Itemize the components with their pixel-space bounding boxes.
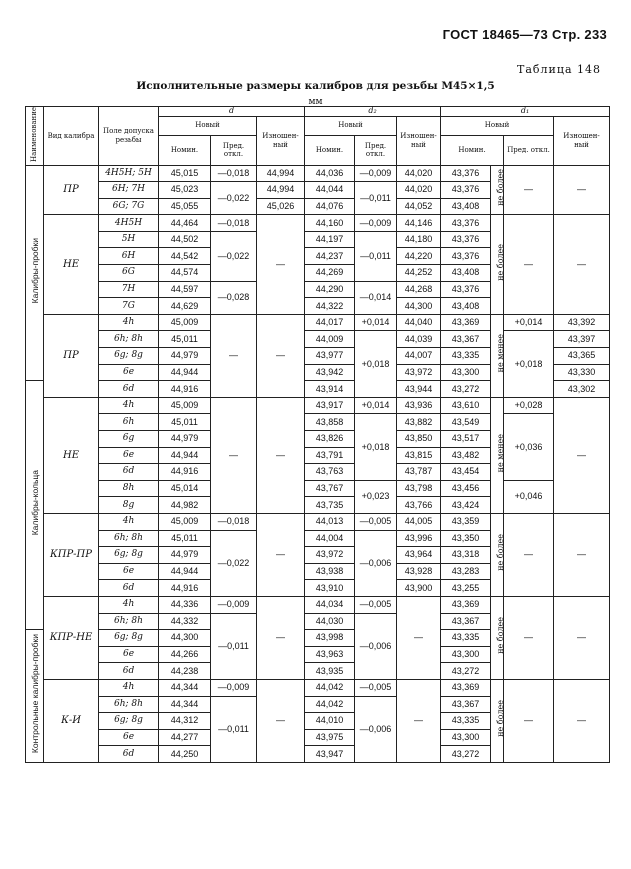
d1-nominal: 43,300 [441,646,491,663]
d-worn-header: Изношен-ный [257,116,305,165]
d1-nominal: 43,376 [441,248,491,265]
d1-nominal: 43,318 [441,547,491,564]
d1-nominal: 43,454 [441,464,491,481]
tolerance-field: 6d [99,381,159,398]
tolerance-field: 6e [99,447,159,464]
col-d2-header: d₂ [305,107,441,117]
d2-worn: 43,815 [397,447,441,464]
d-nominal: 44,916 [159,464,211,481]
d-nominal: 44,629 [159,298,211,315]
d-nominal: 45,015 [159,165,211,182]
d1-nom-header: Номин. [441,135,504,165]
d-nominal: 44,332 [159,613,211,630]
d1-deviation: +0,028 [504,397,554,414]
d-deviation: — [211,397,257,513]
d2-worn: 44,040 [397,314,441,331]
d2-worn: 43,996 [397,530,441,547]
d1-nominal: 43,369 [441,596,491,613]
tolerance-field: 6d [99,580,159,597]
d2-deviation: —0,006 [355,530,397,596]
d2-worn: — [397,596,441,679]
d1-nominal: 43,335 [441,348,491,365]
d2-worn: 44,005 [397,513,441,530]
d2-worn: — [397,679,441,762]
d2-nominal: 43,826 [305,431,355,448]
d1-deviation: — [504,596,554,679]
d-nominal: 44,944 [159,563,211,580]
d1-deviation: — [504,679,554,762]
d1-nominal: 43,408 [441,265,491,282]
d2-worn: 44,146 [397,215,441,232]
d-deviation: —0,011 [211,696,257,762]
d1-nominal: 43,517 [441,431,491,448]
d2-nominal: 43,917 [305,397,355,414]
table-row [26,314,610,331]
d-new-header: Новый [159,116,257,135]
d2-nominal: 44,044 [305,182,355,199]
table-units: мм [308,97,323,107]
tolerance-field: 6H [99,248,159,265]
col-d-header: d [159,107,305,117]
d-nominal: 45,009 [159,397,211,414]
d-deviation: —0,022 [211,182,257,215]
tolerance-field: 8h [99,480,159,497]
d1-nominal: 43,408 [441,298,491,315]
d-nominal: 45,011 [159,331,211,348]
d2-nominal: 44,013 [305,513,355,530]
col-d1-header: d₁ [441,107,610,117]
d1-worn-header: Изношен-ный [554,116,610,165]
group-label: Калибры-пробки [30,237,40,304]
d2-worn: 44,039 [397,331,441,348]
limit-note-cell [491,513,504,596]
d2-nominal: 44,290 [305,281,355,298]
d1-nominal: 43,350 [441,530,491,547]
col-field-header: Поле допуска резьбы [99,107,159,166]
d1-nominal: 43,482 [441,447,491,464]
d1-worn: 43,365 [554,348,610,365]
d-nominal: 45,055 [159,198,211,215]
d1-nominal: 43,300 [441,729,491,746]
d2-nominal: 43,763 [305,464,355,481]
d2-deviation: +0,014 [355,397,397,414]
tolerance-field: 6d [99,746,159,763]
tolerance-field: 6g; 8g [99,630,159,647]
d2-nominal: 43,910 [305,580,355,597]
d2-worn: 44,020 [397,182,441,199]
table-row [26,414,610,431]
d-deviation: —0,009 [211,679,257,696]
d1-nominal: 43,335 [441,630,491,647]
d1-nominal: 43,376 [441,215,491,232]
d2-deviation: —0,006 [355,696,397,762]
limit-note: не более [496,534,506,571]
d1-nominal: 43,408 [441,198,491,215]
d1-worn: — [554,596,610,679]
d1-nominal: 43,367 [441,331,491,348]
d2-nominal: 44,010 [305,713,355,730]
d1-nominal: 43,376 [441,182,491,199]
d-nominal: 44,344 [159,679,211,696]
d2-deviation: +0,014 [355,314,397,331]
tolerance-field: 7G [99,298,159,315]
table-row [26,480,610,497]
d-nom-header: Номин. [159,135,211,165]
d2-worn: 43,900 [397,580,441,597]
d1-worn: — [554,397,610,513]
d2-worn: 44,300 [397,298,441,315]
d2-deviation: —0,005 [355,513,397,530]
limit-note-cell [491,215,504,315]
d2-worn: 44,268 [397,281,441,298]
d2-deviation: —0,011 [355,231,397,281]
d-nominal: 44,464 [159,215,211,232]
d2-worn: 44,020 [397,165,441,182]
limit-note-cell [491,596,504,679]
limit-note-cell [491,397,504,513]
page-header: ГОСТ 18465—73 Стр. 233 [442,27,607,42]
d1-deviation: — [504,215,554,315]
d1-nominal: 43,369 [441,679,491,696]
limit-note: не более [496,699,506,737]
table-row [26,165,610,182]
d2-nominal: 43,858 [305,414,355,431]
d1-nominal: 43,335 [441,713,491,730]
calibre-kind: ПР [44,314,99,397]
d1-worn: — [554,679,610,762]
d2-nom-header: Номин. [305,135,355,165]
calibre-kind: КПР-ПР [44,513,99,596]
d-nominal: 44,300 [159,630,211,647]
d2-worn: 43,850 [397,431,441,448]
d-deviation: —0,018 [211,513,257,530]
d2-nominal: 43,938 [305,563,355,580]
d1-nominal: 43,367 [441,696,491,713]
d1-nominal: 43,549 [441,414,491,431]
group-label: Калибры-кольца [30,470,40,536]
d-nominal: 44,238 [159,663,211,680]
d1-worn: 43,302 [554,381,610,398]
d2-worn: 43,972 [397,364,441,381]
tolerance-field: 6H; 7H [99,182,159,199]
d2-nominal: 44,269 [305,265,355,282]
d2-worn: 43,766 [397,497,441,514]
d2-new-header: Новый [305,116,397,135]
tolerance-field: 6e [99,646,159,663]
d2-worn: 44,252 [397,265,441,282]
d1-nominal: 43,283 [441,563,491,580]
table-row [26,331,610,348]
calibre-kind: НЕ [44,215,99,315]
d1-nominal: 43,272 [441,381,491,398]
col-kind-header: Вид калибра [44,107,99,166]
d1-pred-header: Пред. откл. [504,135,554,165]
d2-nominal: 44,322 [305,298,355,315]
d1-worn: — [554,513,610,596]
tolerance-field: 6h; 8h [99,613,159,630]
d1-new-header: Новый [441,116,554,135]
d2-nominal: 43,947 [305,746,355,763]
d2-deviation: —0,009 [355,165,397,182]
d2-nominal: 44,034 [305,596,355,613]
d1-worn: — [554,165,610,215]
d1-worn: 43,392 [554,314,610,331]
d2-nominal: 44,009 [305,331,355,348]
group-label-cell [26,381,44,630]
d1-nominal: 43,610 [441,397,491,414]
d-nominal: 44,312 [159,713,211,730]
d1-nominal: 43,424 [441,497,491,514]
d-deviation: — [211,314,257,397]
d-nominal: 44,266 [159,646,211,663]
calibre-kind: ПР [44,165,99,215]
d-nominal: 44,916 [159,580,211,597]
d-worn: — [257,596,305,679]
d1-nominal: 43,272 [441,746,491,763]
d2-nominal: 43,791 [305,447,355,464]
d2-nominal: 44,197 [305,231,355,248]
tolerance-field: 6h; 8h [99,696,159,713]
tolerance-field: 6G [99,265,159,282]
d1-worn: 43,397 [554,331,610,348]
tolerance-field: 6h; 8h [99,331,159,348]
d1-nominal: 43,376 [441,165,491,182]
d1-nominal: 43,376 [441,281,491,298]
d-nominal: 44,597 [159,281,211,298]
d-deviation: —0,018 [211,215,257,232]
d-deviation: —0,022 [211,231,257,281]
tolerance-field: 6d [99,464,159,481]
d-worn: — [257,314,305,397]
limit-note-cell [491,165,504,215]
d2-nominal: 43,975 [305,729,355,746]
d-nominal: 45,009 [159,513,211,530]
d1-deviation: +0,014 [504,314,554,331]
limit-note: не более [496,168,506,206]
table-body [26,165,610,762]
tolerance-field: 4h [99,397,159,414]
table-caption: Исполнительные размеры калибров для резьбы М45×1,5 [136,80,495,92]
d1-nominal: 43,300 [441,364,491,381]
tolerance-field: 6h; 8h [99,530,159,547]
d-nominal: 44,574 [159,265,211,282]
d1-worn: — [554,215,610,315]
d2-worn: 44,052 [397,198,441,215]
d1-nominal: 43,359 [441,513,491,530]
d2-worn: 44,220 [397,248,441,265]
d2-deviation: +0,023 [355,480,397,513]
d1-deviation: +0,046 [504,480,554,513]
d1-nominal: 43,367 [441,613,491,630]
d1-deviation: — [504,513,554,596]
d-nominal: 44,336 [159,596,211,613]
d2-nominal: 43,942 [305,364,355,381]
tolerance-field: 6g; 8g [99,348,159,365]
d1-nominal: 43,272 [441,663,491,680]
d2-nominal: 44,076 [305,198,355,215]
tolerance-field: 6G; 7G [99,198,159,215]
col-name-header: Наименование [26,107,44,166]
table-row [26,596,610,613]
tolerance-field: 4h [99,513,159,530]
limit-note-cell [491,314,504,397]
d-worn: — [257,513,305,596]
d2-deviation: —0,011 [355,182,397,215]
d-worn: — [257,397,305,513]
d1-nominal: 43,369 [441,314,491,331]
limit-note: не менее [496,433,506,473]
d1-nominal: 43,376 [441,231,491,248]
d2-deviation: +0,018 [355,331,397,397]
d2-nominal: 44,004 [305,530,355,547]
d2-worn: 43,936 [397,397,441,414]
d2-nominal: 43,914 [305,381,355,398]
d2-deviation: —0,005 [355,679,397,696]
d2-nominal: 43,767 [305,480,355,497]
d1-nominal: 43,255 [441,580,491,597]
tolerance-field: 5H [99,231,159,248]
d2-worn: 44,180 [397,231,441,248]
tolerance-field: 4h [99,314,159,331]
tolerance-field: 6d [99,663,159,680]
d2-worn: 43,928 [397,563,441,580]
d-nominal: 44,944 [159,364,211,381]
d2-deviation: +0,018 [355,414,397,480]
table-row [26,397,610,414]
d2-deviation: —0,014 [355,281,397,314]
d2-nominal: 44,237 [305,248,355,265]
tolerance-field: 4h [99,679,159,696]
tolerance-field: 6g; 8g [99,547,159,564]
d-deviation: —0,011 [211,613,257,679]
d1-worn: 43,330 [554,364,610,381]
d-nominal: 44,250 [159,746,211,763]
d2-deviation: —0,005 [355,596,397,613]
d-nominal: 44,277 [159,729,211,746]
d2-worn-header: Изношен-ный [397,116,441,165]
d2-nominal: 43,935 [305,663,355,680]
tolerance-field: 4H5H; 5H [99,165,159,182]
table-row [26,679,610,696]
d2-nominal: 43,977 [305,348,355,365]
calibre-kind: К-И [44,679,99,762]
calibre-kind: КПР-НЕ [44,596,99,679]
table-row [26,513,610,530]
d-nominal: 44,344 [159,696,211,713]
d2-pred-header: Пред. откл. [355,135,397,165]
d2-nominal: 44,042 [305,679,355,696]
d-nominal: 45,011 [159,530,211,547]
limit-note: не более [496,243,506,281]
tolerance-field: 6e [99,364,159,381]
d-nominal: 44,979 [159,431,211,448]
d-worn: 44,994 [257,165,305,182]
dimensions-table [25,106,610,763]
d1-nominal: 43,456 [441,480,491,497]
d-nominal: 45,011 [159,414,211,431]
tolerance-field: 6e [99,729,159,746]
tolerance-field: 8g [99,497,159,514]
d-worn: — [257,215,305,315]
d2-worn: 43,787 [397,464,441,481]
d-nominal: 44,982 [159,497,211,514]
d-nominal: 44,542 [159,248,211,265]
d2-nominal: 43,998 [305,630,355,647]
d-deviation: —0,022 [211,530,257,596]
d2-deviation: —0,009 [355,215,397,232]
d1-deviation: — [504,165,554,215]
tolerance-field: 6g [99,431,159,448]
group-label: Контрольные калибры-пробки [30,633,40,754]
d-nominal: 44,979 [159,348,211,365]
tolerance-field: 7H [99,281,159,298]
d2-nominal: 44,042 [305,696,355,713]
tolerance-field: 4h [99,596,159,613]
d1-deviation: +0,036 [504,414,554,480]
table-row [26,215,610,232]
d-nominal: 44,502 [159,231,211,248]
tolerance-field: 6g; 8g [99,713,159,730]
d-deviation: —0,028 [211,281,257,314]
d-pred-header: Пред. откл. [211,135,257,165]
d2-worn: 44,007 [397,348,441,365]
d-nominal: 45,023 [159,182,211,199]
d2-nominal: 43,735 [305,497,355,514]
tolerance-field: 6h [99,414,159,431]
d2-worn: 43,964 [397,547,441,564]
d-nominal: 44,944 [159,447,211,464]
d2-nominal: 43,972 [305,547,355,564]
d2-nominal: 44,030 [305,613,355,630]
d2-nominal: 43,963 [305,646,355,663]
table-label: Таблица 148 [517,63,601,76]
group-label-cell [26,630,44,763]
limit-note: не более [496,617,506,654]
limit-note: не менее [496,334,506,373]
d1-deviation: +0,018 [504,331,554,397]
limit-note-cell [491,679,504,762]
d2-deviation: —0,006 [355,613,397,679]
d-nominal: 44,916 [159,381,211,398]
group-label-cell [26,165,44,381]
d-nominal: 45,009 [159,314,211,331]
d2-worn: 43,882 [397,414,441,431]
d-worn: 44,994 [257,182,305,199]
d-worn: 45,026 [257,198,305,215]
d2-worn: 43,944 [397,381,441,398]
tolerance-field: 6e [99,563,159,580]
d2-worn: 43,798 [397,480,441,497]
tolerance-field: 4H5H [99,215,159,232]
d-deviation: —0,009 [211,596,257,613]
calibre-kind: НЕ [44,397,99,513]
d-nominal: 45,014 [159,480,211,497]
d2-nominal: 44,036 [305,165,355,182]
d-nominal: 44,979 [159,547,211,564]
d2-nominal: 44,160 [305,215,355,232]
d-worn: — [257,679,305,762]
d-deviation: —0,018 [211,165,257,182]
d2-nominal: 44,017 [305,314,355,331]
